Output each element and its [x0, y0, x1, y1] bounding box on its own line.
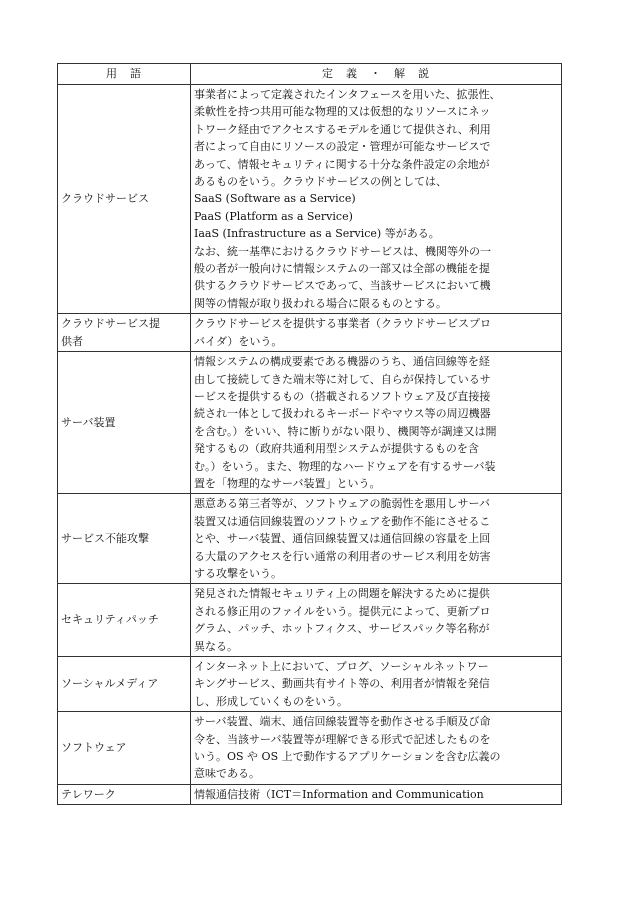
term-cell: ソフトウェア — [58, 712, 191, 785]
definition-line: バイダ）をいう。 — [194, 334, 283, 348]
definition-cell — [191, 657, 562, 712]
definition-line: PaaS (Platform as a Service) — [194, 209, 353, 223]
definition-line: 置を「物理的なサーバ装置」という。 — [194, 476, 381, 490]
table-row — [58, 314, 562, 352]
table-row — [58, 657, 562, 712]
table-row — [58, 584, 562, 657]
definition-cell — [191, 494, 562, 584]
definition-line: 事業者によって定義されたインタフェースを用いた、拡張性、 — [194, 88, 501, 101]
table-row — [58, 712, 562, 785]
definition-line: クラウドサービスを提供する事業者（クラウドサービスプロ — [194, 317, 491, 331]
definition-line: グラム、パッチ、ホットフィクス、サービスパック等名称が — [194, 622, 490, 636]
definition-line: を含む。）をいい、特に断りがない限り、機関等が調達又は開 — [194, 424, 497, 438]
definition-line: サーバ装置、端末、通信回線装置等を動作させる手順及び命 — [194, 715, 491, 729]
definition-line: なお、統一基準におけるクラウドサービスは、機関等外の一 — [194, 244, 491, 258]
definition-cell — [191, 712, 562, 785]
definition-line: 悪意ある第三者等が、ソフトウェアの脆弱性を悪用しサーバ — [194, 497, 491, 511]
term-line: クラウドサービス提 — [61, 317, 160, 331]
definition-line: IaaS (Infrastructure as a Service) 等がある。 — [194, 227, 440, 241]
definition-line: される修正用のファイルをいう。提供元によって、更新プロ — [194, 604, 491, 618]
term-line: 供者 — [61, 334, 83, 348]
definition-line: 供するクラウドサービスであって、当該サービスにおいて機 — [194, 279, 491, 293]
definition-cell — [191, 784, 562, 804]
definition-line: 発見された情報セキュリティ上の問題を解決するために提供 — [194, 587, 490, 601]
table-header-row — [58, 64, 562, 85]
definition-cell — [191, 314, 562, 352]
definition-line: 柔軟性を持つ共用可能な物理的又は仮想的なリソースにネッ — [194, 105, 491, 119]
definition-cell — [191, 584, 562, 657]
definition-line: あるものをいう。クラウドサービスの例としては、 — [194, 175, 447, 189]
definition-line: あって、情報セキュリティに関する十分な条件設定の余地が — [194, 157, 490, 171]
table-row — [58, 494, 562, 584]
definition-line: ービスを提供するもの（搭載されるソフトウェア及び直接接 — [194, 389, 491, 403]
table-row — [58, 352, 562, 494]
definition-line: 令を、当該サーバ装置等が理解できる形式で記述したものを — [194, 732, 491, 746]
definition-line: 発するもの（政府共通利用型システムが提供するものを含 — [194, 442, 479, 456]
definition-line: 情報通信技術（ICT＝Information and Communication — [194, 787, 484, 801]
definition-line: SaaS (Software as a Service) — [194, 192, 356, 206]
definition-line: キングサービス、動画共有サイト等の、利用者が情報を発信 — [194, 677, 490, 691]
definition-column-header: 定 義 ・ 解 説 — [191, 64, 562, 85]
definition-line: トワーク経由でアクセスするモデルを通じて提供され、利用 — [194, 122, 491, 136]
term-column-header: 用 語 — [58, 64, 191, 85]
definition-line: インターネット上において、ブログ、ソーシャルネットワー — [194, 660, 489, 673]
definition-line: する攻撃をいう。 — [194, 566, 282, 580]
term-cell: クラウドサービス — [58, 85, 191, 314]
definition-line: し、形成していくものをいう。 — [194, 694, 348, 708]
term-cell: サービス不能攻撃 — [58, 494, 191, 584]
table-row — [58, 784, 562, 804]
definition-line: 関等の情報が取り扱われる場合に限るものとする。 — [194, 296, 447, 310]
definition-line: 般の者が一般向けに情報システムの一部又は全部の機能を提 — [194, 262, 490, 276]
definition-line: む。）をいう。また、物理的なハードウェアを有するサーバ装 — [194, 459, 496, 473]
term-cell: テレワーク — [58, 784, 191, 804]
definition-cell — [191, 352, 562, 494]
table-row — [58, 85, 562, 314]
definition-line: いう。OS や OS 上で動作するアプリケーションを含む広義の — [194, 750, 501, 764]
term-cell: ソーシャルメディア — [58, 657, 191, 712]
term-cell: サーバ装置 — [58, 352, 191, 494]
definition-line: 者によって自由にリソースの設定・管理が可能なサービスで — [194, 140, 491, 154]
definition-line: 情報システムの構成要素である機器のうち、通信回線等を経 — [194, 355, 490, 369]
definition-line: る大量のアクセスを行い通常の利用者のサービス利用を妨害 — [194, 549, 491, 563]
definition-line: 異なる。 — [194, 639, 238, 653]
definition-cell — [191, 85, 562, 314]
definition-line: 続され一体として扱われるキーボードやマウス等の周辺機器 — [194, 407, 491, 421]
definition-line: 意味である。 — [194, 767, 260, 781]
definition-line: とや、サーバ装置、通信回線装置又は通信回線の容量を上回 — [194, 532, 491, 546]
glossary-table — [57, 63, 562, 805]
definition-line: 装置又は通信回線装置のソフトウェアを動作不能にさせるこ — [194, 514, 491, 528]
term-cell: セキュリティパッチ — [58, 584, 191, 657]
definition-line: 由して接続してきた端末等に対して、自らが保持しているサ — [194, 372, 491, 386]
term-cell — [58, 314, 191, 352]
